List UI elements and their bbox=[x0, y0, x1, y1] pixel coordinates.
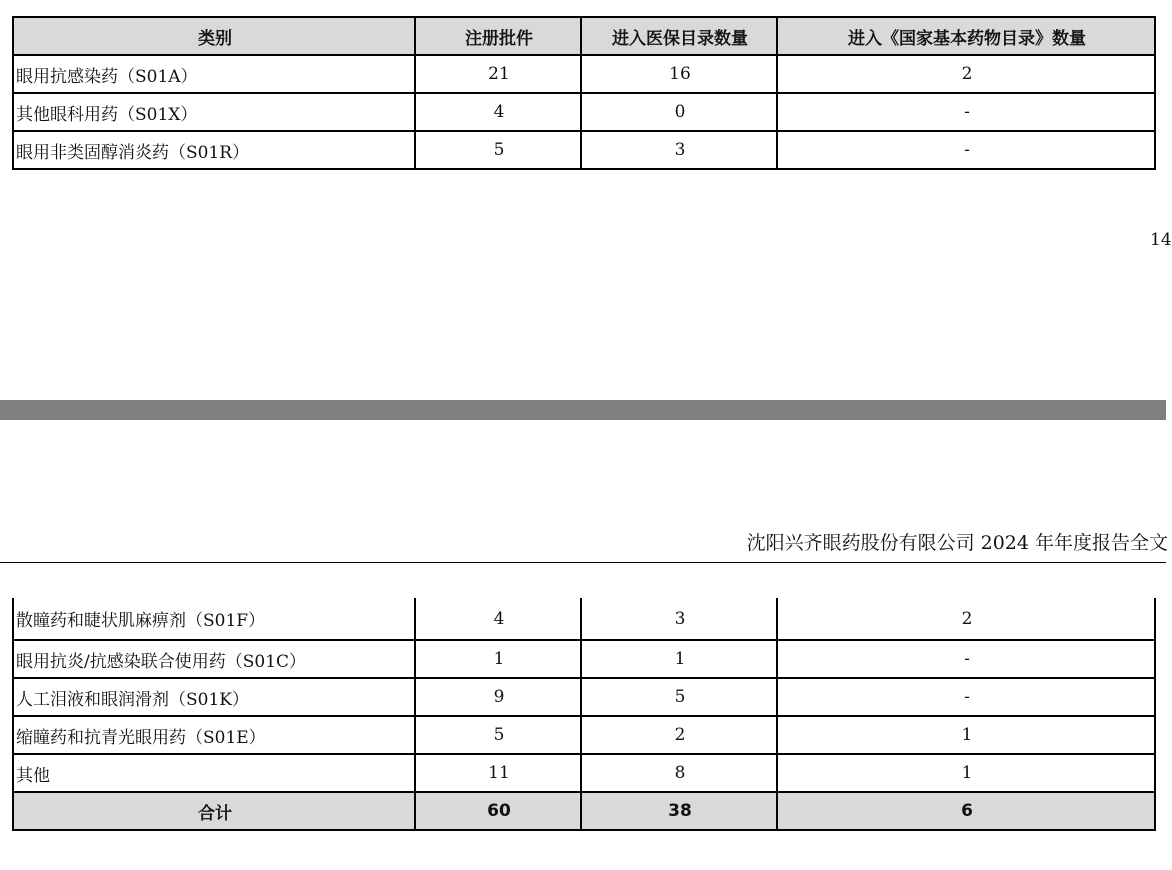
product-category-table-continued bbox=[12, 598, 1156, 831]
table-row bbox=[13, 131, 1155, 169]
cell-essential: 2 bbox=[777, 55, 1155, 93]
cell-essential: 1 bbox=[777, 716, 1155, 754]
table-row bbox=[13, 640, 1155, 678]
cell-essential: - bbox=[777, 93, 1155, 131]
cell-category: 眼用非类固醇消炎药（S01R） bbox=[13, 131, 415, 169]
table-row bbox=[13, 754, 1155, 792]
cell-registrations: 9 bbox=[415, 678, 581, 716]
table-row bbox=[13, 716, 1155, 754]
cell-registrations: 21 bbox=[415, 55, 581, 93]
cell-registrations: 4 bbox=[415, 93, 581, 131]
cell-insurance: 16 bbox=[581, 55, 777, 93]
header-rule bbox=[0, 562, 1166, 563]
table-row bbox=[13, 678, 1155, 716]
page-number: 14 bbox=[1150, 230, 1172, 250]
table-row bbox=[13, 93, 1155, 131]
cell-essential: 1 bbox=[777, 754, 1155, 792]
cell-registrations: 5 bbox=[415, 131, 581, 169]
cell-insurance: 1 bbox=[581, 640, 777, 678]
product-category-table-top bbox=[12, 16, 1156, 170]
cell-insurance: 8 bbox=[581, 754, 777, 792]
cell-category: 眼用抗炎/抗感染联合使用药（S01C） bbox=[13, 640, 415, 678]
table-total-row bbox=[13, 792, 1155, 830]
cell-registrations: 1 bbox=[415, 640, 581, 678]
table-row bbox=[13, 55, 1155, 93]
table-row bbox=[13, 598, 1155, 640]
page-top bbox=[0, 0, 1172, 400]
cell-essential: - bbox=[777, 678, 1155, 716]
total-insurance: 38 bbox=[581, 792, 777, 830]
header-medical-insurance-count: 进入医保目录数量 bbox=[581, 17, 777, 55]
cell-registrations: 11 bbox=[415, 754, 581, 792]
cell-insurance: 0 bbox=[581, 93, 777, 131]
cell-insurance: 5 bbox=[581, 678, 777, 716]
page-separator bbox=[0, 400, 1166, 420]
cell-insurance: 2 bbox=[581, 716, 777, 754]
cell-category: 散瞳药和睫状肌麻痹剂（S01F） bbox=[13, 598, 415, 640]
cell-essential: - bbox=[777, 131, 1155, 169]
total-registrations: 60 bbox=[415, 792, 581, 830]
cell-category: 人工泪液和眼润滑剂（S01K） bbox=[13, 678, 415, 716]
total-essential: 6 bbox=[777, 792, 1155, 830]
cell-registrations: 4 bbox=[415, 598, 581, 640]
cell-essential: 2 bbox=[777, 598, 1155, 640]
cell-insurance: 3 bbox=[581, 131, 777, 169]
header-essential-drugs-count: 进入《国家基本药物目录》数量 bbox=[777, 17, 1155, 55]
cell-category: 其他 bbox=[13, 754, 415, 792]
header-category: 类别 bbox=[13, 17, 415, 55]
running-header: 沈阳兴齐眼药股份有限公司 2024 年年度报告全文 bbox=[746, 532, 1168, 554]
cell-category: 其他眼科用药（S01X） bbox=[13, 93, 415, 131]
cell-registrations: 5 bbox=[415, 716, 581, 754]
cell-category: 眼用抗感染药（S01A） bbox=[13, 55, 415, 93]
total-label: 合计 bbox=[13, 792, 415, 830]
cell-essential: - bbox=[777, 640, 1155, 678]
cell-insurance: 3 bbox=[581, 598, 777, 640]
header-registrations: 注册批件 bbox=[415, 17, 581, 55]
cell-category: 缩瞳药和抗青光眼用药（S01E） bbox=[13, 716, 415, 754]
table-header-row bbox=[13, 17, 1155, 55]
